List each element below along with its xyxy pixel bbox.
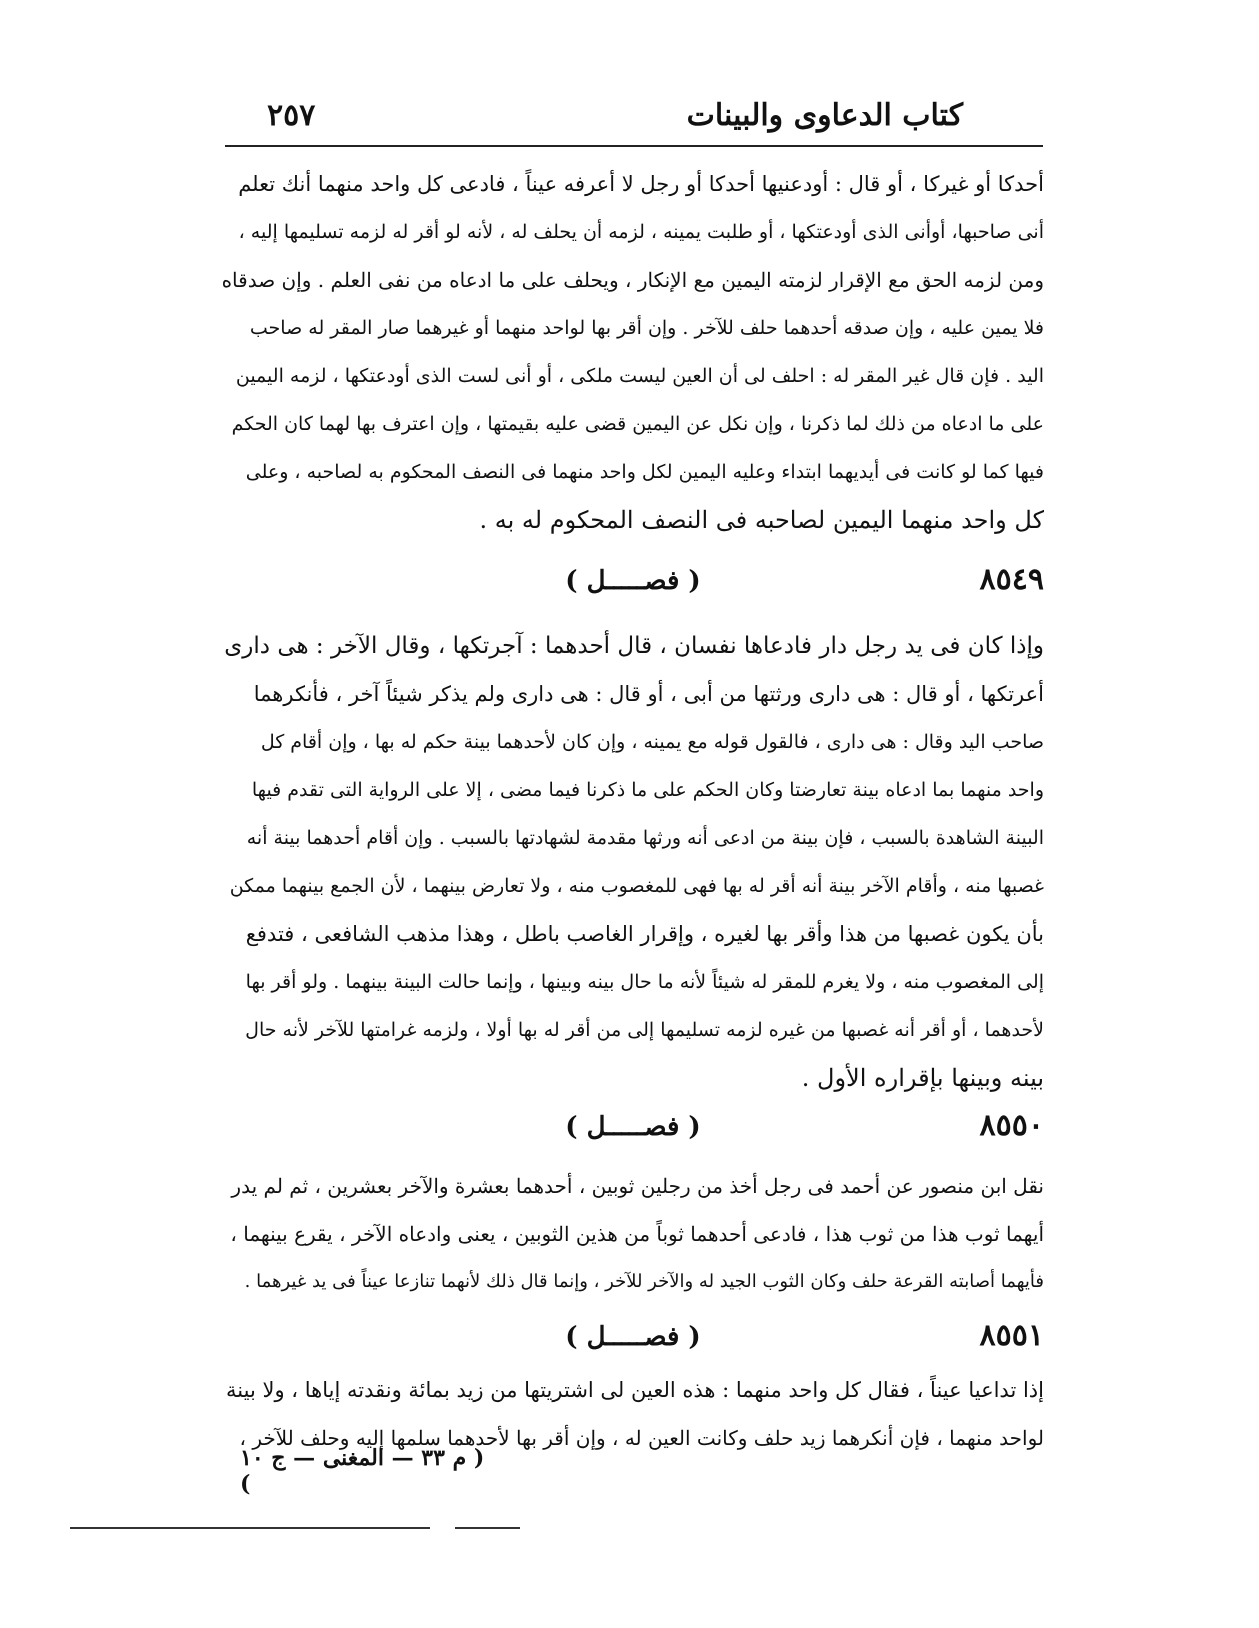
text-line: لأحدهما ، أو أقر أنه غصبها من غيره لزمه تسليمها إلى من أقر له بها أولا ، ولزمه غرامتها للآخر لأنه حال [245,1019,1044,1041]
section-number: ٨٥٤٩ [979,562,1044,597]
text-line: كل واحد منهما اليمين لصاحبه فى النصف المحكوم له به . [479,506,1044,534]
section-body-8549 [222,622,1044,1102]
text-line: أنى صاحبها، أوأنى الذى أودعتكها ، أو طلبت يمينه ، لزمه أن يحلف له ، لأنه لو أقر له لزمه تسليمها إليه ، [238,221,1044,243]
text-line: غصبها منه ، وأقام الآخر بينة أنه أقر له بها فهى للمغصوب منه ، ولا تعارض بينهما ، لأن الجمع بينهما ممكن [229,875,1044,897]
section-heading-8551 [222,1318,1044,1366]
text-line: إلى المغصوب منه ، ولا يغرم للمقر له شيئاً لأنه ما حال بينه وبينها ، وإنما حالت البينة بينهما . ولو أقر بها [245,971,1044,993]
text-line: أحدكا أو غيركا ، أو قال : أودعنيها أحدكا أو رجل لا أعرفه عيناً ، فادعى كل واحد منهما أنك تعلم [238,172,1044,196]
paragraph-continued [222,160,1044,544]
section-number: ٨٥٥٠ [979,1108,1044,1143]
text-line: وإذا كان فى يد رجل دار فادعاها نفسان ، قال أحدهما : آجرتكها ، وقال الآخر : هى دارى [224,633,1044,659]
section-title: ( فصـــــل ) [565,566,701,596]
bottom-rule [70,1527,430,1529]
running-title: كتاب الدعاوى والبينات [686,98,963,133]
text-line: فلا يمين عليه ، وإن صدقه أحدهما حلف للآخر . وإن أقر بها لواحد منهما أو غيرهما صار المقر له صاحب [249,317,1044,339]
page-header [225,98,1043,142]
section-number: ٨٥٥١ [979,1318,1044,1353]
text-line: لواحد منهما ، فإن أنكرهما زيد حلف وكانت العين له ، وإن أقر بها لأحدهما سلمها إليه وحلف للآخر ، [239,1426,1044,1450]
text-line: بينه وبينها بإقراره الأول . [801,1064,1044,1092]
text-line: فيها كما لو كانت فى أيديهما ابتداء وعليه اليمين لكل واحد منهما فى النصف المحكوم به لصاحبه ، وعلى [245,461,1044,483]
text-line: على ما ادعاه من ذلك لما ذكرنا ، وإن نكل عن اليمين قضى عليه بقيمتها ، وإن اعترف بها لهما كان الحكم [231,413,1044,435]
text-line: فأيهما أصابته القرعة حلف وكان الثوب الجيد له والآخر للآخر ، وإنما قال ذلك لأنهما تنازعا عيناً فى يد غيرهما . [244,1271,1044,1292]
bottom-rule [455,1527,520,1529]
text-line: ومن لزمه الحق مع الإقرار لزمته اليمين مع الإنكار ، ويحلف على ما ادعاه من نفى العلم . وإن صدقاه [222,268,1044,292]
text-line: أيهما ثوب هذا من ثوب هذا ، فادعى أحدهما ثوباً من هذين الثوبين ، يعنى وادعاه الآخر ، يقرع بينهما ، [230,1222,1044,1246]
text-line: نقل ابن منصور عن أحمد فى رجل أخذ من رجلين ثوبين ، أحدهما بعشرة والآخر بعشرين ، ثم لم يدر [231,1174,1044,1198]
footer-reference: ( م ٣٣ — المغنى — ج ١٠ ) [240,1445,485,1497]
text-line: اليد . فإن قال غير المقر له : احلف لى أن العين ليست ملكى ، أو أنى لست الذى أودعتكها ، لزمه اليمين [235,365,1044,387]
text-line: صاحب اليد وقال : هى دارى ، فالقول قوله مع يمينه ، وإن كان لأحدهما بينة حكم له بها ، وإن أقام كل [260,731,1044,753]
header-divider [225,145,1043,147]
section-title: ( فصـــــل ) [565,1112,701,1142]
section-body-8550 [222,1162,1044,1306]
section-heading-8550 [222,1108,1044,1156]
section-heading-8549 [222,562,1044,610]
page-number: ٢٥٧ [267,98,316,133]
text-line: واحد منهما بما ادعاه بينة تعارضتا وكان الحكم على ما ذكرنا فيما مضى ، إلا على الرواية التى تقدم فيها [251,779,1044,801]
section-title: ( فصـــــل ) [565,1322,701,1352]
text-line: البينة الشاهدة بالسبب ، فإن بينة من ادعى أنه ورثها مقدمة لشهادتها بالسبب . وإن أقام أحدهما بينة أنه [246,827,1044,849]
text-line: أعرتكها ، أو قال : هى دارى ورثتها من أبى ، أو قال : هى دارى ولم يذكر شيئاً آخر ، فأنكرهما [253,682,1044,706]
text-line: إذا تداعيا عيناً ، فقال كل واحد منهما : هذه العين لى اشتريتها من زيد بمائة ونقدته إياها ، ولا بينة [226,1378,1044,1402]
text-line: بأن يكون غصبها من هذا وأقر بها لغيره ، وإقرار الغاصب باطل ، وهذا مذهب الشافعى ، فتدفع [245,922,1044,946]
